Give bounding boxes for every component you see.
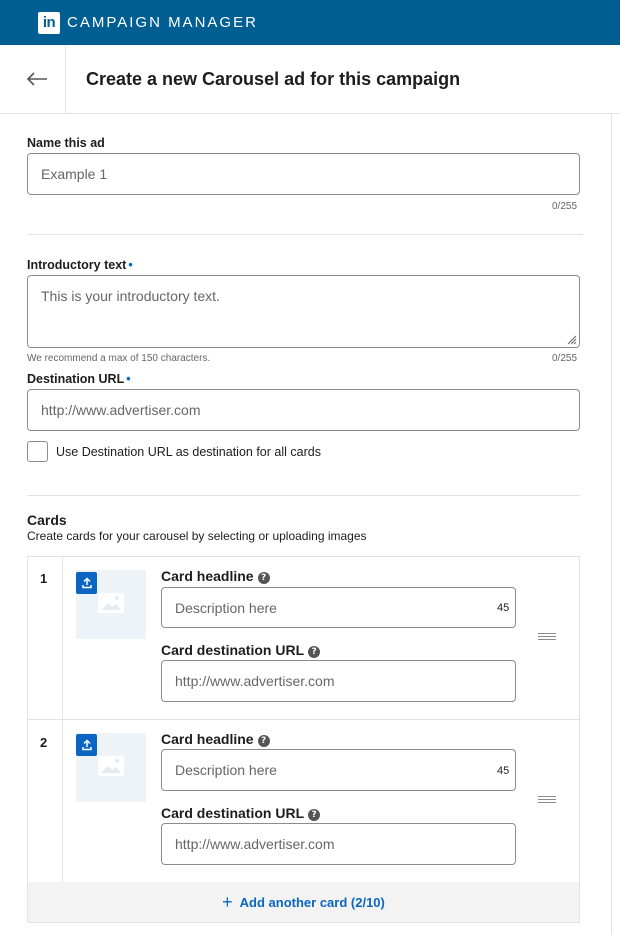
card-separator [28, 719, 579, 720]
help-icon[interactable]: ? [308, 809, 320, 821]
drag-handle-icon[interactable] [538, 796, 556, 806]
linkedin-logo[interactable]: in [38, 12, 60, 34]
intro-text-label [27, 258, 133, 272]
destination-url-input[interactable] [27, 389, 580, 431]
ad-name-input[interactable] [27, 153, 580, 195]
top-nav-bar [0, 0, 620, 45]
ad-name-counter: 0/255 [552, 201, 578, 212]
help-icon[interactable]: ? [258, 572, 270, 584]
required-marker: • [128, 258, 133, 272]
required-marker: • [126, 372, 131, 386]
card-headline-placeholder: Description here [175, 762, 277, 778]
card-url-placeholder: http://www.advertiser.com [175, 673, 335, 689]
card-url-input[interactable] [161, 660, 516, 702]
card-number: 2 [40, 735, 48, 750]
card-number: 1 [40, 571, 48, 586]
image-placeholder-icon [97, 755, 125, 777]
drag-handle-icon[interactable] [538, 633, 556, 643]
section-divider [27, 234, 583, 235]
add-another-card-button[interactable] [28, 882, 579, 922]
cards-section-title: Cards [27, 512, 67, 528]
destination-url-placeholder: http://www.advertiser.com [41, 402, 201, 418]
card-headline-input[interactable] [161, 587, 516, 628]
image-placeholder-icon [97, 592, 125, 614]
section-divider [27, 495, 580, 496]
page-header [0, 45, 620, 114]
help-icon[interactable]: ? [308, 646, 320, 658]
intro-text-placeholder: This is your introductory text. [41, 288, 220, 304]
app-title: CAMPAIGN MANAGER [67, 14, 258, 31]
card-url-label [161, 642, 320, 658]
use-url-for-all-cards-label[interactable]: Use Destination URL as destination for all cards [56, 445, 321, 459]
intro-text-hint: We recommend a max of 150 characters. [27, 353, 211, 364]
intro-text-counter: 0/255 [552, 353, 578, 364]
intro-text-textarea[interactable] [27, 275, 580, 348]
arrow-left-icon [26, 72, 48, 86]
card-headline-label-text: Card headline [161, 568, 254, 584]
add-another-card-label: Add another card (2/10) [239, 894, 385, 910]
ad-name-placeholder: Example 1 [41, 166, 108, 182]
plus-icon: + [222, 892, 233, 912]
upload-icon [81, 739, 93, 751]
use-url-for-all-cards-checkbox[interactable] [27, 441, 48, 462]
card-headline-label-text: Card headline [161, 731, 254, 747]
intro-text-label-text: Introductory text [27, 258, 127, 272]
card-headline-input[interactable] [161, 749, 516, 791]
card-headline-placeholder: Description here [175, 599, 277, 616]
upload-image-button[interactable] [76, 734, 97, 756]
destination-url-label-text: Destination URL [27, 372, 125, 386]
card-headline-char-count: 45 [497, 602, 510, 614]
card-headline-label [161, 568, 270, 584]
card-url-placeholder: http://www.advertiser.com [175, 836, 335, 852]
card-url-label-text: Card destination URL [161, 642, 305, 658]
upload-image-button[interactable] [76, 572, 97, 594]
ad-name-label: Name this ad [27, 136, 105, 150]
card-headline-char-count: 45 [497, 765, 510, 777]
card-url-label-text: Card destination URL [161, 805, 305, 821]
content-right-divider [611, 114, 612, 935]
card-url-input[interactable] [161, 823, 516, 865]
upload-icon [81, 577, 93, 589]
destination-url-label [27, 372, 131, 386]
page-title: Create a new Carousel ad for this campaign [86, 68, 461, 89]
card-url-label [161, 805, 320, 821]
card-headline-label [161, 731, 270, 747]
back-button[interactable] [0, 45, 66, 114]
resize-grip-icon[interactable] [565, 333, 577, 345]
help-icon[interactable]: ? [258, 735, 270, 747]
cards-section-subtitle: Create cards for your carousel by selecting or uploading images [27, 529, 367, 543]
